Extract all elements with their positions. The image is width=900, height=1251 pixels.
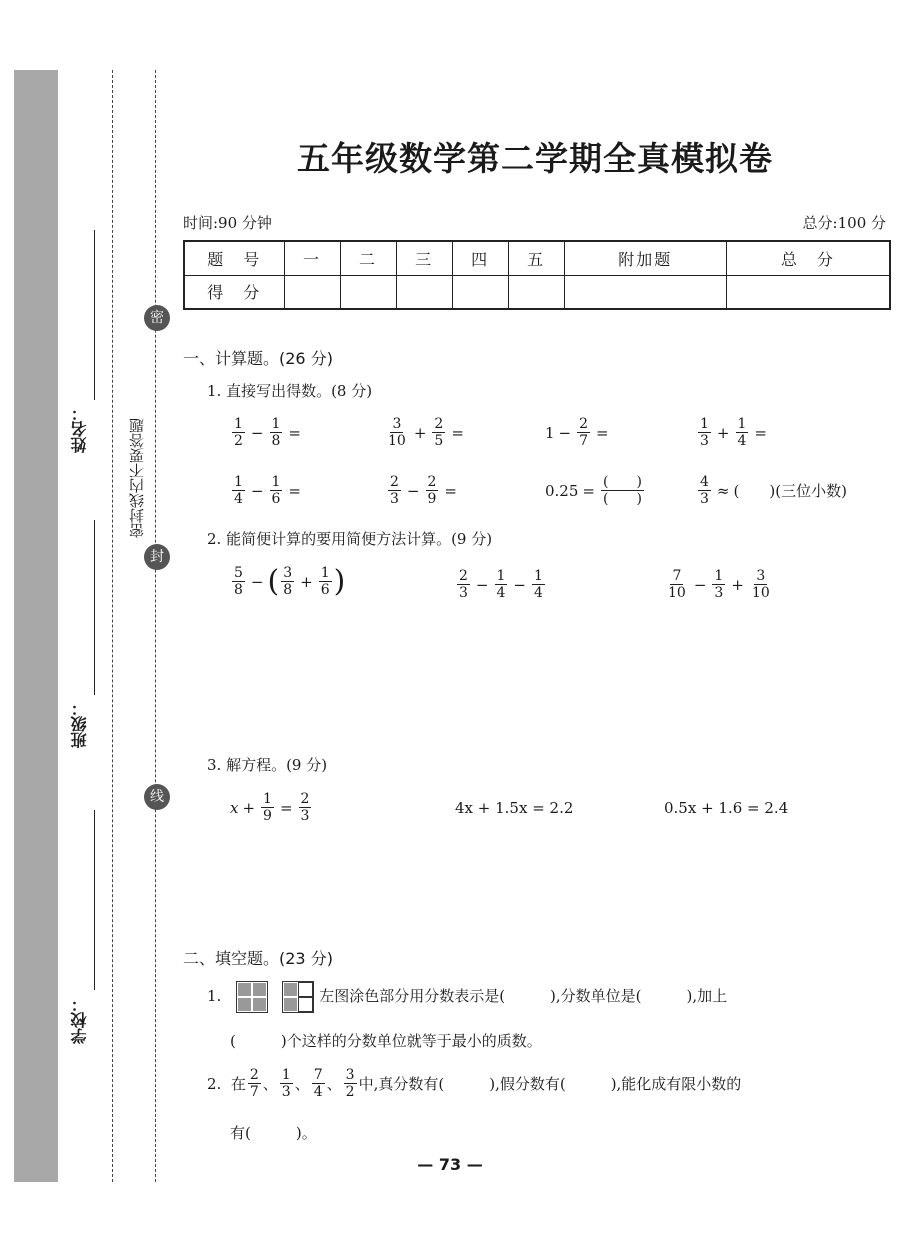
score-header-cell: 五 xyxy=(508,241,564,275)
seal-mi: 密 xyxy=(144,305,170,331)
score-table-score-row xyxy=(184,275,890,309)
question-1-2: 2. 能简便计算的要用简便方法计算。(9 分) xyxy=(207,530,493,548)
shaded-square-2 xyxy=(282,981,314,1013)
score-cell[interactable] xyxy=(452,275,508,309)
score-cell[interactable] xyxy=(340,275,396,309)
seal-feng: 封 xyxy=(144,544,170,570)
fill-question-2: 2. 在 2 7 、 1 3 、 7 4 、 3 2 中,真分数有( ),假分数有( ),能化成有限小数的 xyxy=(207,1067,742,1100)
score-cell[interactable] xyxy=(508,275,564,309)
simplify-expr-2: 2 3 − $\frac{1}{4}$ − $\frac{1}{4}$ xyxy=(459,568,543,601)
score-cell[interactable] xyxy=(284,275,340,309)
page-title: 五年级数学第二学期全真模拟卷 xyxy=(297,139,773,178)
section1-heading: 一、计算题。(26 分) xyxy=(183,349,333,368)
total-score: 总分:100 分 xyxy=(802,214,886,232)
class-field[interactable] xyxy=(94,520,95,695)
score-cell[interactable] xyxy=(396,275,452,309)
simplify-expr-3: 7 10 − $\frac{1}{3}$ + $\frac{3}{10}$ xyxy=(668,568,770,601)
equation-2: 4x + 1.5x = 2.2 xyxy=(455,799,574,817)
fill-question-2-text: 中,真分数有( ),假分数有( ),能化成有限小数的 xyxy=(358,1075,742,1093)
question-number: 1. xyxy=(207,987,231,1005)
seal-xian: 线 xyxy=(144,784,170,810)
score-header-cell: 二 xyxy=(340,241,396,275)
score-cell[interactable] xyxy=(564,275,726,309)
score-header-cell: 总 分 xyxy=(726,241,890,275)
cut-line-outer xyxy=(155,70,156,1182)
fill-question-1-text: 左图涂色部分用分数表示是( ),分数单位是( ),加上 xyxy=(319,987,728,1005)
school-label: 学校： xyxy=(70,996,89,1044)
fill-question-2-continued: 有( )。 xyxy=(230,1124,317,1142)
score-header-cell: 一 xyxy=(284,241,340,275)
score-table-header-row xyxy=(184,241,890,275)
expr-3: 1 − $\frac{2}{7}$ = xyxy=(545,416,609,449)
expr-8: $\frac{4}{3}$ ≈ ( )(三位小数) xyxy=(700,474,847,507)
expr-4: 1 3 + $\frac{1}{4}$ = xyxy=(700,416,767,449)
expr-7: 0.25 = ( ) ( ) xyxy=(545,474,642,507)
score-header-cell: 附加题 xyxy=(564,241,726,275)
name-label: 姓名： xyxy=(70,405,89,453)
fill-question-1 xyxy=(207,981,727,1013)
page-number: — 73 — xyxy=(417,1155,483,1174)
decimal-note: )(三位小数) xyxy=(769,482,847,500)
score-cell[interactable] xyxy=(726,275,890,309)
score-table xyxy=(183,240,891,310)
simplify-expr-1: 5 8 − ( 3 8 + $\frac{1}{6}$ ) xyxy=(234,563,346,599)
binding-strip xyxy=(14,70,58,1182)
section2-heading: 二、填空题。(23 分) xyxy=(183,949,333,968)
score-row-label: 得 分 xyxy=(184,275,284,309)
binding-warning: 密封线内不要答题 xyxy=(128,418,146,538)
class-label: 班级： xyxy=(70,700,89,748)
fill-question-1-continued: ( )个这样的分数单位就等于最小的质数。 xyxy=(230,1032,542,1050)
time-limit: 时间:90 分钟 xyxy=(183,214,272,232)
shaded-square-1 xyxy=(236,981,268,1013)
score-header-cell: 四 xyxy=(452,241,508,275)
equation-1: x + $\frac{1}{9}$ = $\frac{2}{3}$ xyxy=(230,791,310,824)
expr-1: 1 2 − $\frac{1}{8}$ = xyxy=(234,416,301,449)
question-1-3: 3. 解方程。(9 分) xyxy=(207,756,328,774)
expr-2: 3 10 + $\frac{2}{5}$ = xyxy=(388,416,464,449)
expr-6: 2 3 − $\frac{2}{9}$ = xyxy=(390,474,457,507)
score-header-cell: 题 号 xyxy=(184,241,284,275)
name-field[interactable] xyxy=(94,230,95,400)
equation-3: 0.5x + 1.6 = 2.4 xyxy=(664,799,789,817)
score-header-cell: 三 xyxy=(396,241,452,275)
expr-5: 1 4 − $\frac{1}{6}$ = xyxy=(234,474,301,507)
question-1-1: 1. 直接写出得数。(8 分) xyxy=(207,382,373,400)
cut-line-inner xyxy=(112,70,113,1182)
school-field[interactable] xyxy=(94,810,95,990)
